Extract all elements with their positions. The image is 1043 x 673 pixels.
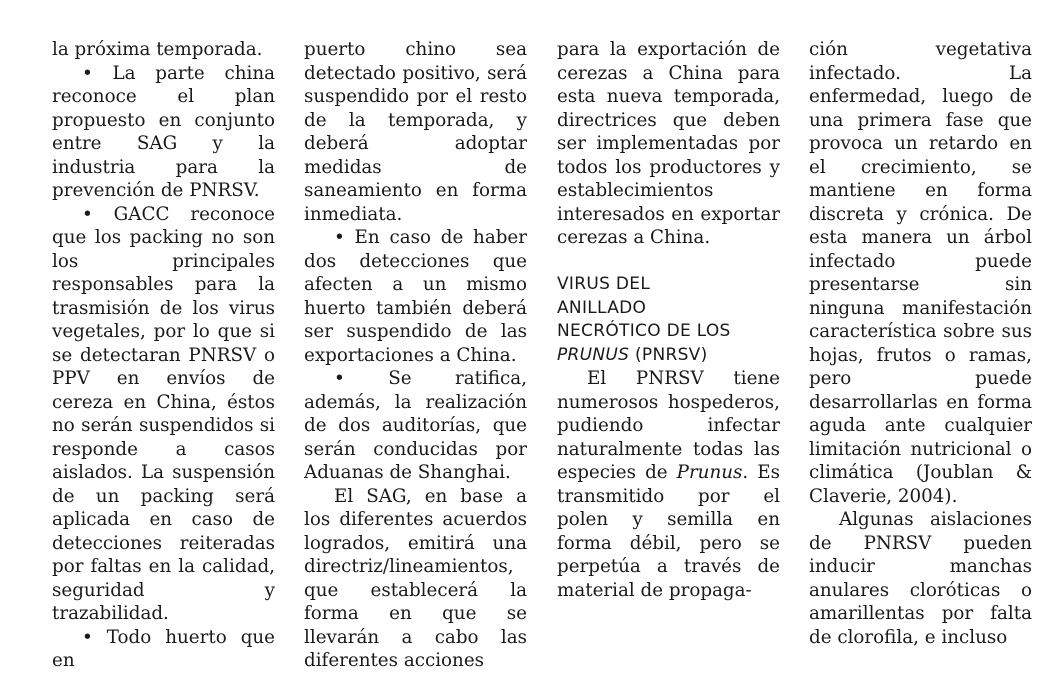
bullet-paragraph: • En caso de haber dos detecciones que afecten a un mismo huerto también deberá ser suspendido de las exportaciones a China. xyxy=(304,227,527,366)
bullet-paragraph: • GACC reconoce que los packing no son los principales responsables para la trasmisión de los virus vegetales, por lo que si se detectaran PNRSV o PPV en envíos de cereza en China, éstos no serán suspendidos si responde a casos aislados. La suspensión de un packing será aplicada en caso de detecciones reiteradas por faltas en la calidad, seguridad y trazabilidad. xyxy=(52,203,275,624)
paragraph-text: El PNRSV tiene numerosos hospederos, pudiendo infectar naturalmente todas las especies de xyxy=(557,368,780,483)
heading-line: ANILLADO xyxy=(557,297,647,318)
paragraph: para la exportación de cerezas a China para esta nueva temporada, directrices que deben ser implementadas por todos los productores y establecimientos interesados en exportar cerezas a China. xyxy=(557,39,780,248)
heading-line: VIRUS DEL xyxy=(557,274,651,294)
text-column-4 xyxy=(809,38,1032,649)
section-heading xyxy=(557,273,780,367)
paragraph: El SAG, en base a los diferentes acuerdos logrados, emitirá una directriz/lineamientos, que establecerá la forma en que se llevarán a cabo las diferentes acciones xyxy=(304,485,527,671)
species-name: Prunus xyxy=(676,462,743,483)
heading-line xyxy=(557,344,780,368)
paragraph: puerto chino sea detectado positivo, será suspendido por el resto de la temporada, y deberá adoptar medidas de saneamiento en forma inmediata. xyxy=(304,39,527,225)
paragraph: ción vegetativa infectado. La enfermedad, luego de una primera fase que provoca un retardo en el crecimiento, se mantiene en forma discreta y crónica. De esta manera un árbol infectado puede presentarse sin ninguna manifestación característica sobre sus hojas, frutos o ramas, pero puede desarrollarlas en forma aguda ante cualquier limitación nutricional o climática (Joublan & Claverie, 2004). xyxy=(809,39,1032,507)
heading-rest: (PNRSV) xyxy=(629,344,708,365)
paragraph: Algunas aislaciones de PNRSV pueden inducir manchas anulares cloróticas o amarillentas por falta de clorofila, e incluso xyxy=(809,509,1032,648)
section-spacer xyxy=(557,250,780,274)
bullet-paragraph: • La parte china reconoce el plan propuesto en conjunto entre SAG y la industria para la prevención de PNRSV. xyxy=(52,62,275,201)
text-column-2 xyxy=(304,38,527,673)
paragraph xyxy=(557,367,780,602)
paragraph-text: . Es transmitido por el polen y semilla en forma débil, pero se perpetúa a través de material de propaga- xyxy=(557,462,780,601)
text-column-3 xyxy=(557,38,780,602)
paragraph: la próxima temporada. xyxy=(52,39,263,60)
text-column-1 xyxy=(52,38,275,673)
heading-line: NECRÓTICO DE LOS xyxy=(557,321,731,341)
bullet-paragraph: • Todo huerto que en xyxy=(52,626,275,671)
heading-italic: PRUNUS xyxy=(557,344,630,365)
bullet-paragraph: • Se ratifica, además, la realización de dos auditorías, que serán conducidas por Aduanas de Shanghai. xyxy=(304,368,527,483)
